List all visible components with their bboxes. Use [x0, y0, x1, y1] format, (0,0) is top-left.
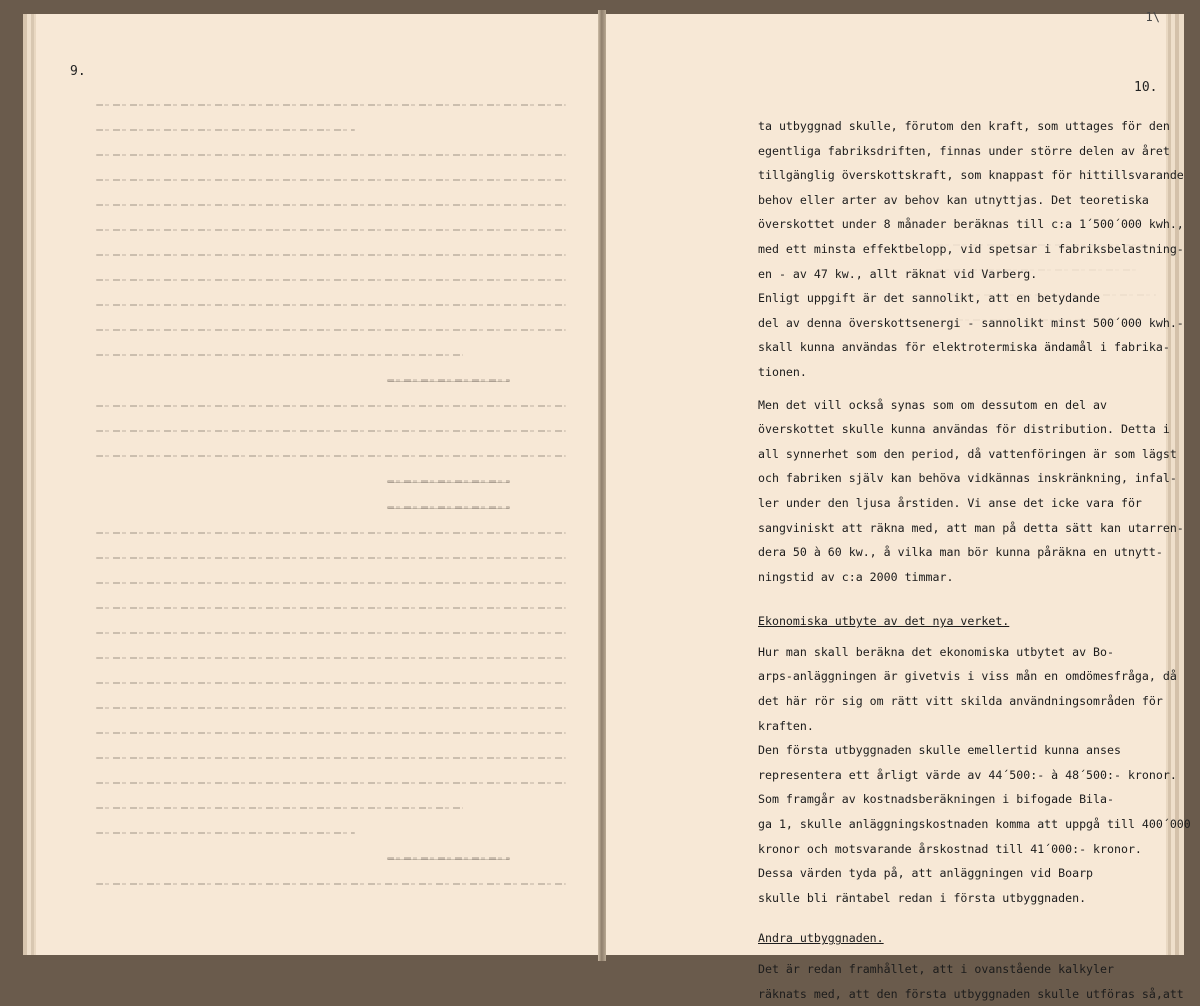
text-line: kronor och motsvarande årskostnad till 41´000:- kronor.	[758, 841, 1142, 856]
left-page-number: 9.	[70, 64, 86, 79]
text-line: dera 50 à 60 kw., å vilka man bör kunna påräkna en utnytt-	[758, 545, 1163, 560]
section-heading: Andra utbyggnaden.	[758, 931, 884, 946]
text-line: skall kunna användas för elektrotermiska ändamål i fabrika-	[758, 340, 1170, 355]
text-line: Det är redan framhållet, att i ovanstående kalkyler	[758, 962, 1114, 976]
text-line: tillgänglig överskottskraft, som knappast för hittillsvarande	[758, 168, 1184, 183]
text-line: ler under den ljusa årstiden. Vi anse det icke vara för	[758, 495, 1142, 510]
text-line: all synnerhet som den period, då vattenföringen är som lägst	[758, 446, 1177, 461]
right-page	[606, 10, 1191, 1001]
text-line: kraften.	[758, 718, 814, 733]
text-line: överskottet skulle kunna användas för distribution. Detta i	[758, 422, 1170, 437]
text-line: egentliga fabriksdriften, finnas under större delen av året	[758, 143, 1170, 158]
text-line: och fabriken själv kan behöva vidkännas inskränkning, infal-	[758, 471, 1177, 486]
text-line: behov eller arter av behov kan utnyttjas. Det teoretiska	[758, 192, 1149, 207]
right-page-number: 10.	[1134, 80, 1158, 95]
bleed-through-text	[96, 104, 566, 908]
text-line: arps-anläggningen är givetvis i viss mån en omdömesfråga, då	[758, 669, 1177, 684]
text-line: tionen.	[758, 364, 807, 379]
text-line: Enligt uppgift är det sannolikt, att en betydande	[758, 291, 1101, 306]
text-line: representera ett årligt värde av 44´500:- à 48´500:- kronor.	[758, 767, 1177, 782]
book-gutter	[598, 10, 606, 961]
text-line: del av denna överskottsenergi - sannolikt minst 500´000 kwh.-	[758, 315, 1184, 330]
text-line: skulle bli räntabel redan i första utbyggnaden.	[758, 890, 1087, 905]
text-line: ga 1, skulle anläggningskostnaden komma att uppgå till 400´000	[758, 817, 1191, 832]
text-line: en - av 47 kw., allt räknat vid Varberg.	[758, 266, 1038, 281]
text-line: sangviniskt att räkna med, att man på detta sätt kan utarren-	[758, 520, 1184, 535]
text-line: räknats med, att den första utbyggnaden skulle utföras så,att	[758, 986, 1184, 1001]
text-line: överskottet under 8 månader beräknas till c:a 1´500´000 kwh.,	[758, 217, 1184, 232]
typed-body-text	[758, 114, 1191, 1006]
text-line: Som framgår av kostnadsberäkningen i bifogade Bila-	[758, 792, 1114, 807]
text-line: det här rör sig om rätt vitt skilda användningsområden för	[758, 694, 1163, 709]
text-line: Men det vill också synas som om dessutom en del av	[758, 397, 1108, 412]
text-line: Den första utbyggnaden skulle emellertid kunna anses	[758, 743, 1121, 758]
corner-mark: 1\	[1145, 10, 1160, 24]
text-line: Hur man skall beräkna det ekonomiska utbytet av Bo-	[758, 644, 1114, 659]
text-line: med ett minsta effektbelopp, vid spetsar i fabriksbelastning-	[758, 241, 1184, 256]
section-heading: Ekonomiska utbyte av det nya verket.	[758, 614, 1010, 629]
text-line: ningstid av c:a 2000 timmar.	[758, 569, 954, 584]
text-line: Dessa värden tyda på, att anläggningen vid Boarp	[758, 866, 1094, 881]
text-line: ta utbyggnad skulle, förutom den kraft, som uttages för den	[758, 119, 1170, 133]
left-page	[36, 14, 598, 955]
